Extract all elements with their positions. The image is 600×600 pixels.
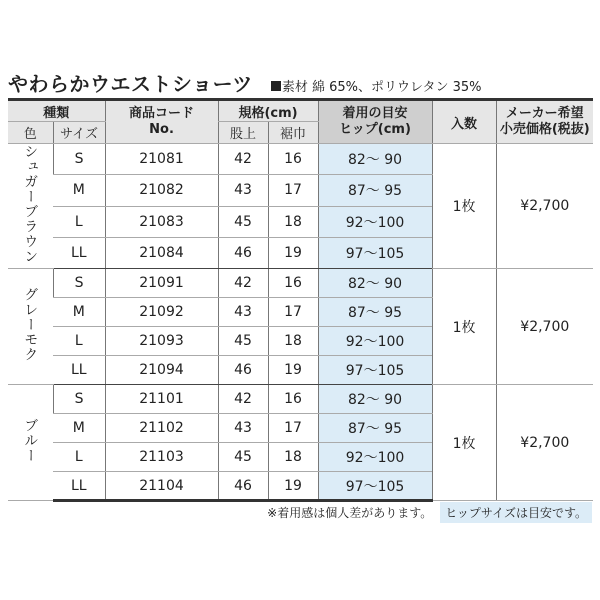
rise-cell: 43 — [218, 414, 268, 443]
size-cell: M — [53, 298, 105, 327]
width-cell: 16 — [268, 269, 318, 298]
qty-cell: 1枚 — [432, 269, 496, 385]
hip-cell: 97〜105 — [318, 237, 432, 268]
color-name: ブルー — [22, 418, 39, 463]
hip-header — [318, 100, 432, 144]
color-cell — [8, 269, 53, 385]
size-cell: L — [53, 327, 105, 356]
price-header-line1: メーカー希望 — [505, 106, 584, 121]
code-header-line2: No. — [149, 122, 174, 137]
code-cell: 21102 — [105, 414, 218, 443]
hip-cell: 87〜 95 — [318, 414, 432, 443]
size-table — [8, 98, 593, 502]
hip-cell: 87〜 95 — [318, 175, 432, 206]
page-title: やわらかウエストショーツ — [8, 72, 253, 96]
width-cell: 19 — [268, 356, 318, 385]
hip-cell: 87〜 95 — [318, 298, 432, 327]
table-row — [8, 269, 593, 298]
size-cell: L — [53, 443, 105, 472]
product-code-header — [105, 100, 218, 144]
rise-cell: 42 — [218, 385, 268, 414]
width-cell: 16 — [268, 144, 318, 175]
hip-guide-note: ヒップサイズは目安です。 — [440, 502, 592, 523]
size-header: サイズ — [53, 122, 105, 144]
code-cell: 21084 — [105, 237, 218, 268]
material-text: 素材 綿 65%、ポリウレタン 35% — [281, 80, 482, 95]
color-cell — [8, 385, 53, 501]
table-row — [8, 144, 593, 175]
qty-header: 入数 — [432, 100, 496, 144]
width-cell: 18 — [268, 327, 318, 356]
material-info — [271, 76, 482, 95]
square-bullet-icon — [271, 81, 281, 91]
color-header: 色 — [8, 122, 53, 144]
width-cell: 17 — [268, 298, 318, 327]
rise-header: 股上 — [218, 122, 268, 144]
individual-note: ※着用感は個人差があります。 — [267, 506, 433, 520]
code-cell: 21083 — [105, 206, 218, 237]
width-header: 裾巾 — [268, 122, 318, 144]
title-row — [8, 68, 481, 97]
type-header: 種類 — [8, 100, 105, 122]
code-cell: 21101 — [105, 385, 218, 414]
code-header-line1: 商品コード — [129, 106, 195, 121]
size-cell: S — [53, 144, 105, 175]
size-cell: M — [53, 175, 105, 206]
color-name: シュガーブラウン — [22, 144, 39, 264]
rise-cell: 46 — [218, 356, 268, 385]
rise-cell: 45 — [218, 206, 268, 237]
footnote — [267, 502, 592, 523]
hip-cell: 92〜100 — [318, 443, 432, 472]
hip-cell: 97〜105 — [318, 356, 432, 385]
color-name: グレーモク — [22, 287, 39, 362]
code-cell: 21104 — [105, 472, 218, 501]
size-cell: S — [53, 385, 105, 414]
rise-cell: 42 — [218, 144, 268, 175]
code-cell: 21081 — [105, 144, 218, 175]
width-cell: 17 — [268, 175, 318, 206]
hip-header-line1: 着用の目安 — [342, 106, 408, 121]
hip-cell: 92〜100 — [318, 327, 432, 356]
rise-cell: 45 — [218, 443, 268, 472]
spec-header: 規格(cm) — [218, 100, 318, 122]
rise-cell: 46 — [218, 472, 268, 501]
size-cell: LL — [53, 356, 105, 385]
rise-cell: 43 — [218, 175, 268, 206]
price-cell: ¥2,700 — [496, 385, 593, 501]
size-cell: LL — [53, 472, 105, 501]
rise-cell: 45 — [218, 327, 268, 356]
width-cell: 16 — [268, 385, 318, 414]
code-cell: 21092 — [105, 298, 218, 327]
width-cell: 18 — [268, 443, 318, 472]
rise-cell: 46 — [218, 237, 268, 268]
price-header — [496, 100, 593, 144]
hip-cell: 97〜105 — [318, 472, 432, 501]
hip-cell: 92〜100 — [318, 206, 432, 237]
rise-cell: 42 — [218, 269, 268, 298]
code-cell: 21091 — [105, 269, 218, 298]
code-cell: 21103 — [105, 443, 218, 472]
code-cell: 21094 — [105, 356, 218, 385]
width-cell: 18 — [268, 206, 318, 237]
width-cell: 17 — [268, 414, 318, 443]
size-cell: S — [53, 269, 105, 298]
price-cell: ¥2,700 — [496, 269, 593, 385]
size-cell: L — [53, 206, 105, 237]
color-cell — [8, 144, 53, 269]
hip-cell: 82〜 90 — [318, 144, 432, 175]
code-cell: 21082 — [105, 175, 218, 206]
size-cell: M — [53, 414, 105, 443]
hip-cell: 82〜 90 — [318, 269, 432, 298]
table-row — [8, 385, 593, 414]
size-cell: LL — [53, 237, 105, 268]
width-cell: 19 — [268, 472, 318, 501]
hip-header-line2: ヒップ(cm) — [339, 122, 411, 137]
width-cell: 19 — [268, 237, 318, 268]
qty-cell: 1枚 — [432, 385, 496, 501]
qty-cell: 1枚 — [432, 144, 496, 269]
rise-cell: 43 — [218, 298, 268, 327]
price-cell: ¥2,700 — [496, 144, 593, 269]
hip-cell: 82〜 90 — [318, 385, 432, 414]
price-header-line2: 小売価格(税抜) — [499, 122, 590, 137]
code-cell: 21093 — [105, 327, 218, 356]
